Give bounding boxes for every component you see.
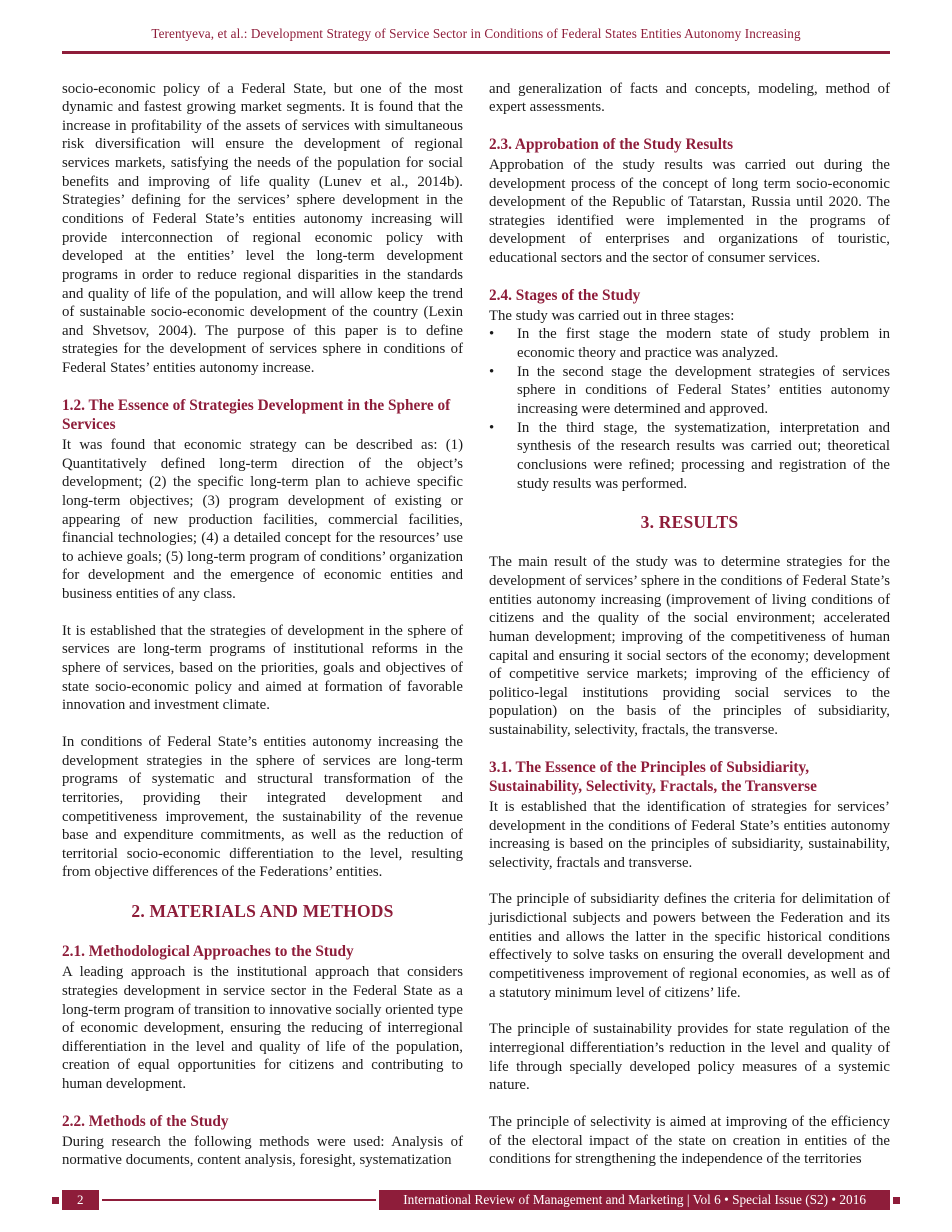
subsection-heading-1-2: 1.2. The Essence of Strategies Development in the Sphere of Services: [62, 396, 451, 433]
section-heading-2: 2. MATERIALS AND METHODS: [131, 901, 394, 922]
subsection-heading-3-1: 3.1. The Essence of the Principles of Subsidiarity, Sustainability, Selectivity, Fractals, the Transverse: [489, 758, 817, 795]
subsection-heading-2-1: 2.1. Methodological Approaches to the Study: [62, 943, 354, 961]
subsection-heading-2-3: 2.3. Approbation of the Study Results: [489, 135, 734, 153]
running-head: Terentyeva, et al.: Development Strategy of Service Sector in Conditions of Federal States Entities Autonomy Increasing: [151, 26, 801, 41]
list-item: [489, 363, 890, 419]
section-heading-3: 3. RESULTS: [640, 512, 739, 533]
page-number-box: 2: [62, 1190, 99, 1210]
list-item-text: In the second stage the development strategies of services sphere in conditions of Federal States’ entities autonomy increasing were determined and approved.: [517, 363, 890, 418]
list-item-text: In the third stage, the systematization, interpretation and synthesis of the research results was carried out; theoretical conclusions were refined; processing and registration of the study results was performed.: [517, 419, 890, 492]
footer: [52, 1190, 900, 1210]
two-column-body: [62, 80, 890, 1189]
paragraph: socio-economic policy of a Federal State, but one of the most dynamic and fastest growing market segments. It is found that the increase in profitability of the assets of services with simultaneous risk diversification will ensure the development of regional services markets, satisfying the needs of the population for social benefits and improving of life quality (Lunev et al., 2014b). Strategies’ defining for the services’ sphere development in the conditions of Federal State’s entities autonomy increasing will provide interconnection of regional economic policy with developed at the entities’ level the long-term development programs in order to reduce regional disparities in the standards and quality of life of the population, and will allow keep the trend of sustainable socio-economic development of the country (Lexin and Shvetsov, 2004). The purpose of this paper is to define strategies for the development of services sphere in conditions of Federal States’ entities autonomy increase.: [62, 80, 463, 377]
list-item-text: In the first stage the modern state of study problem in economic theory and practice was analyzed.: [517, 326, 890, 362]
paragraph: It was found that economic strategy can be described as: (1) Quantitatively defined long-term direction of the object’s development; (2) the specific long-term plan to achieve specific long-term objectives; (3) program development of existing or appearing of new production facilities, commercial facilities, financial technologies; (4) a detailed concept for the resources’ use to achieve goals; (5) long-term program of conditions’ organization for development and the emergence of economic entities and business entities of any class.: [62, 436, 463, 603]
subsection-heading-2-2: 2.2. Methods of the Study: [62, 1112, 229, 1130]
bullet-marker: •: [489, 419, 495, 436]
bullet-marker: •: [489, 326, 495, 343]
left-column: [62, 80, 463, 1189]
subsection-heading-2-4: 2.4. Stages of the Study: [489, 286, 641, 304]
paragraph: During research the following methods were used: Analysis of normative documents, content analysis, foresight, systematization: [62, 1133, 463, 1169]
footer-rule: [102, 1199, 377, 1201]
paragraph: In conditions of Federal State’s entities autonomy increasing the development strategies in the sphere of services are long-term programs of systematic and structural transformation of the territories, providing their integrated development and competitiveness improvement, the sustainability of the revenue base and expenditure commitments, as well as the reduction of territorial socio-economic differentiation to the level, resulting from objective differences of the Federations’ entities.: [62, 733, 463, 881]
footer-left-end-square: [52, 1197, 59, 1204]
paragraph: The principle of sustainability provides for state regulation of the interregional differentiation’s reduction in the level and quality of life through specially developed policy measures of a systemic nature.: [489, 1021, 890, 1094]
footer-right-end-square: [893, 1197, 900, 1204]
list-item: [489, 325, 890, 362]
journal-banner: International Review of Management and Marketing | Vol 6 • Special Issue (S2) • 2016: [379, 1190, 890, 1210]
paragraph: The main result of the study was to determine strategies for the development of services’ sphere in the conditions of Federal State’s entities autonomy increasing (improvement of living conditions of citizens and the quality of the social environment; accelerated human development; improving of the competitiveness of human capital and ensuring it social sectors of the economy; development of competitive service markets; improving of the efficiency of politico-legal institutions providing social services to the population) on the basis of the principles of subsidiarity, sustainability, selectivity, fractals, the transverse.: [489, 554, 890, 739]
paragraph: The study was carried out in three stages:: [489, 307, 735, 324]
paragraph: The principle of selectivity is aimed at improving of the efficiency of the electoral impact of the state on creation in entities of the conditions for strengthening the independence of the territories: [489, 1113, 890, 1168]
paragraph: A leading approach is the institutional approach that considers strategies development in service sector in the Federal State as a long-term program of transition to innovative socially oriented type of economic development, ensuring the reducing of interregional differentiation in the level and quality of life of the population, creation of equal opportunities for citizens and contributing to human development.: [62, 964, 463, 1093]
header-rule: [62, 51, 890, 54]
bullet-marker: •: [489, 363, 495, 380]
right-column: [489, 80, 890, 1189]
list-item: [489, 419, 890, 494]
paragraph: The principle of subsidiarity defines the criteria for delimitation of jurisdictional subjects and powers between the Federation and its entities and allows the latter in the specific historical conditions effectively to solve tasks on ensuring the overall development and competitiveness improvement of regional economies, as well as of a statutory minimum level of citizens’ life.: [489, 891, 890, 1001]
paragraph: It is established that the strategies of development in the sphere of services are long-term programs of institutional reforms in the sphere of services, based on the priorities, goals and objectives of state socio-economic policy and aimed at formation of favorable innovation and investment climate.: [62, 622, 463, 714]
paragraph: and generalization of facts and concepts, modeling, method of expert assessments.: [489, 80, 890, 116]
paragraph: Approbation of the study results was carried out during the development process of the concept of long term socio-economic development of the Republic of Tatarstan, Russia until 2020. The strategies identified were implemented in the programs of development of enterprises and organizations of touristic, educational sectors and the sector of consumer services.: [489, 156, 890, 267]
paragraph: It is established that the identification of strategies for services’ development in the conditions of Federal State’s entities autonomy increasing is based on the principles of subsidiarity, sustainability, selectivity, fractals and transverse.: [489, 798, 890, 871]
bullet-list: [489, 325, 890, 493]
